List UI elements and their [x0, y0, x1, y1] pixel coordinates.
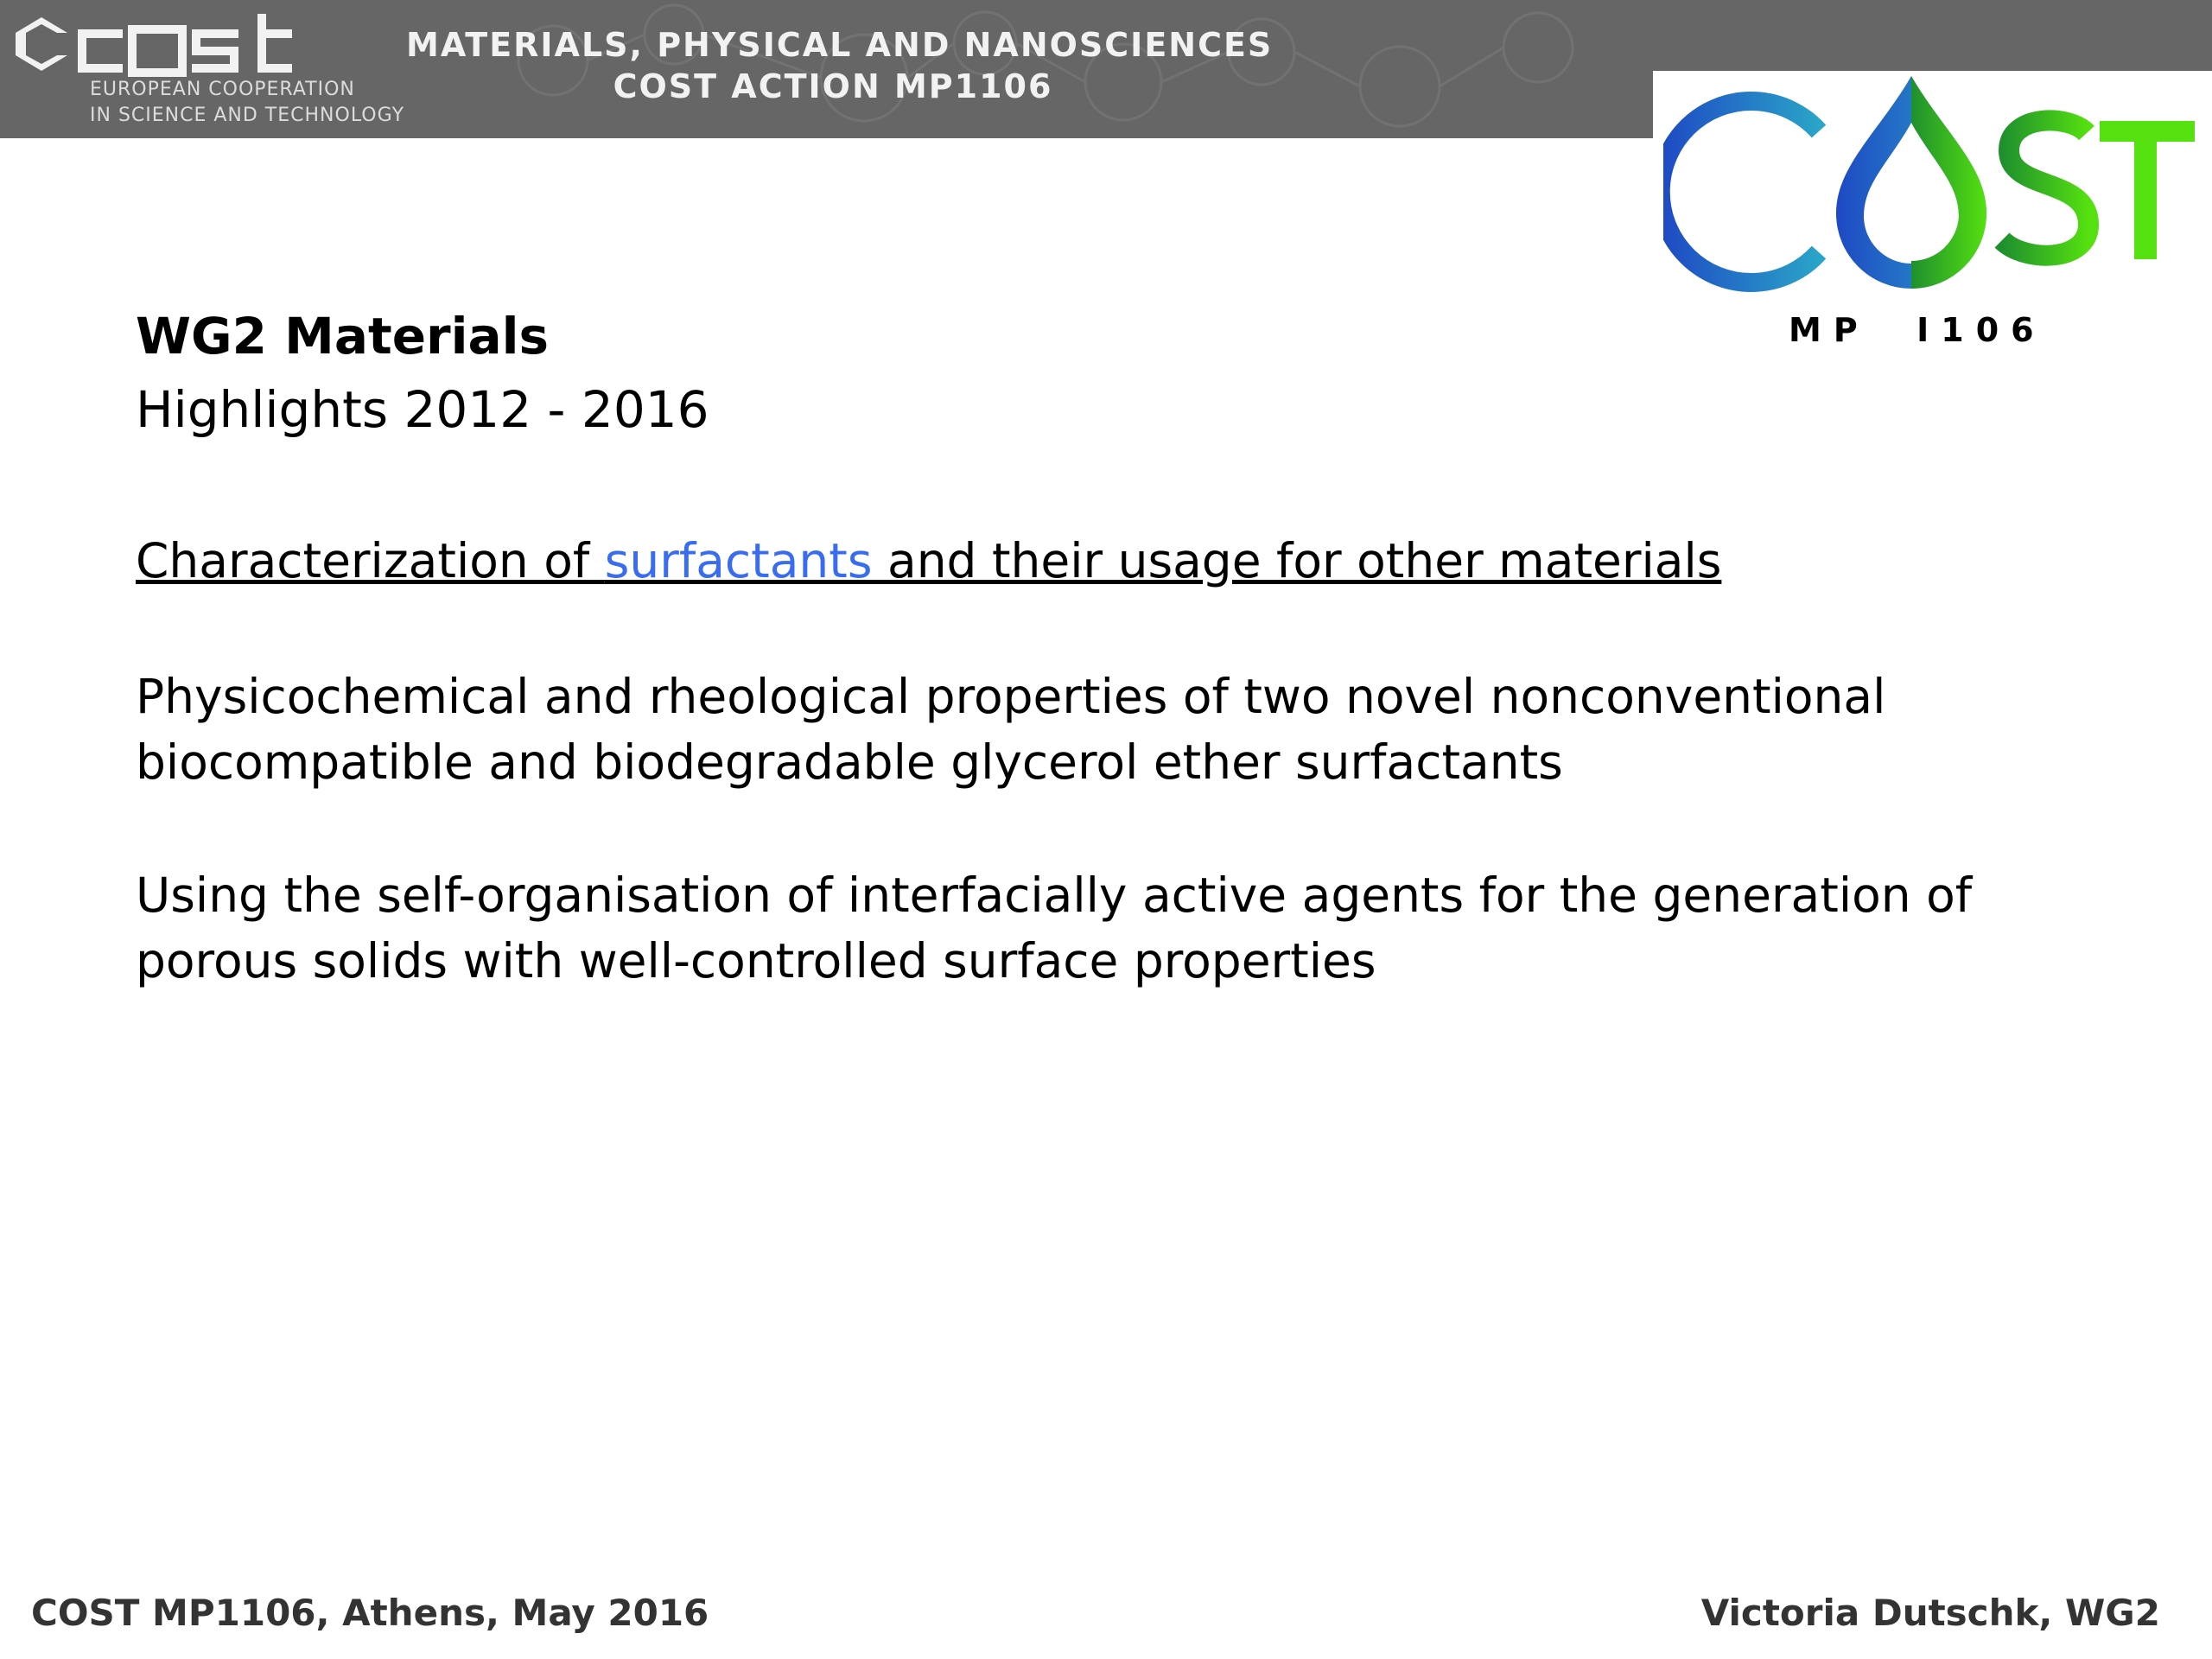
header-title-line1: MATERIALS, PHYSICAL AND NANOSCIENCES [406, 26, 1274, 64]
mp1106-logo-subtitle: MP I106 [1789, 311, 2046, 349]
cost-mp1106-logo [1663, 71, 2199, 296]
org-name-line1: EUROPEAN COOPERATION [90, 79, 355, 100]
header-title-line2: COST ACTION MP1106 [613, 67, 1053, 105]
org-name-line2: IN SCIENCE AND TECHNOLOGY [90, 105, 405, 126]
cost-logo-wordmark [7, 7, 325, 85]
highlight-paragraph-2: Using the self-organisation of interfacially active agents for the generation of porous solids with well-controlled surface properties [136, 868, 1973, 988]
topic-text-before: Characterization of [136, 533, 605, 588]
slide-title: WG2 Materials [136, 307, 550, 365]
topic-text-after: and their usage for other materials [887, 533, 1722, 588]
footer-author: Victoria Dutschk, WG2 [1700, 1592, 2160, 1634]
slide-subtitle: Highlights 2012 - 2016 [136, 380, 709, 439]
header-banner-right-strip [1653, 0, 2212, 71]
header-banner [0, 0, 1653, 138]
highlight-paragraph-1: Physicochemical and rheological properties of two novel nonconventional biocompatible and biodegradable glycerol ether surfactants [136, 669, 1886, 790]
footer-event: COST MP1106, Athens, May 2016 [31, 1592, 709, 1634]
surfactants-link[interactable]: surfactants [604, 533, 887, 588]
topic-heading [136, 533, 1721, 588]
